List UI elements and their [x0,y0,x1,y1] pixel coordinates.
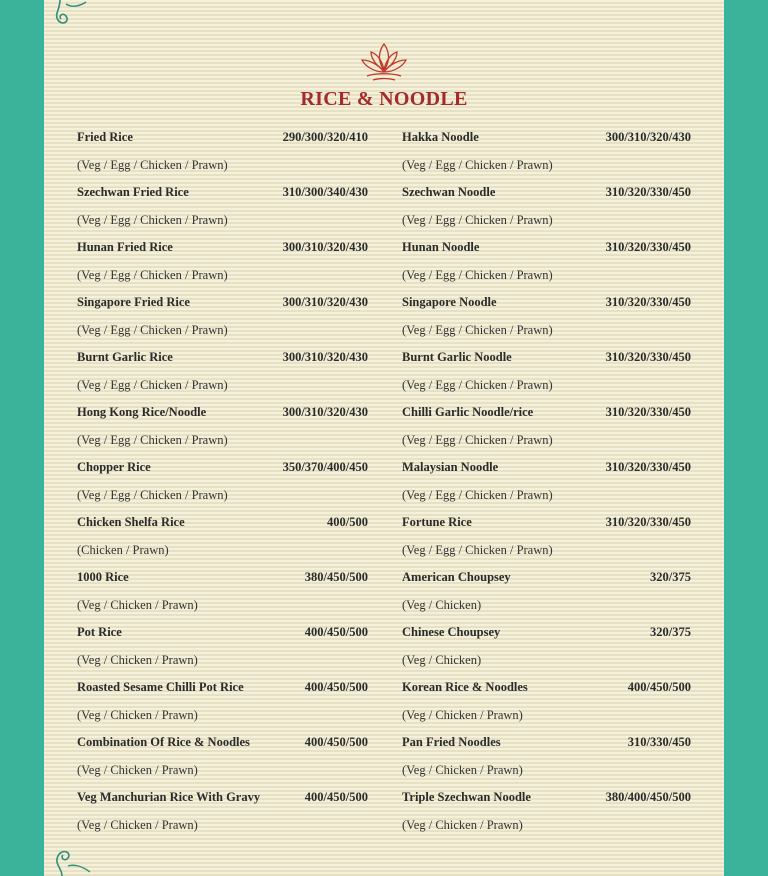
menu-item [77,460,368,515]
menu-item [77,680,368,735]
menu-item-name: Burnt Garlic Noodle [402,350,512,364]
menu-item-price: 310/320/330/450 [605,515,691,529]
menu-item-variants: (Veg / Egg / Chicken / Prawn) [402,433,553,447]
lotus-icon [359,40,409,86]
menu-item-variants: (Veg / Chicken / Prawn) [402,818,523,832]
menu-item-variants: (Veg / Egg / Chicken / Prawn) [77,323,228,337]
menu-item [402,405,691,460]
menu-item-price: 310/320/330/450 [605,460,691,474]
menu-item-variants: (Veg / Chicken / Prawn) [77,598,198,612]
menu-item-variants: (Veg / Egg / Chicken / Prawn) [402,378,553,392]
menu-item-price: 400/450/500 [304,790,368,804]
menu-item-header [402,680,691,696]
menu-item-variants: (Veg / Chicken / Prawn) [77,763,198,777]
menu-item [77,295,368,350]
menu-item-header [402,295,691,311]
menu-item-price: 310/320/330/450 [605,295,691,309]
menu-item [77,240,368,295]
menu-item [402,130,691,185]
menu-item [77,350,368,405]
menu-item-price: 320/375 [650,570,691,584]
menu-item-price: 310/320/330/450 [605,405,691,419]
menu-item-header [402,790,691,806]
menu-item-name: Veg Manchurian Rice With Gravy [77,790,261,804]
menu-item-variants: (Veg / Chicken) [402,598,482,612]
menu-item-variants: (Veg / Chicken / Prawn) [402,708,523,722]
menu-column-left [77,130,368,845]
menu-item-price: 350/370/400/450 [282,460,368,474]
menu-item-price: 400/450/500 [304,735,368,749]
menu-item-price: 400/450/500 [627,680,691,694]
menu-item-variants: (Veg / Chicken / Prawn) [77,818,198,832]
menu-item [402,460,691,515]
menu-item-variants: (Veg / Chicken / Prawn) [77,653,198,667]
menu-item-name: American Choupsey [402,570,511,584]
menu-item-header [77,240,368,256]
menu-item-variants: (Veg / Egg / Chicken / Prawn) [402,323,553,337]
menu-item-name: Fortune Rice [402,515,472,529]
menu-item-name: Chinese Choupsey [402,625,501,639]
menu-item-price: 300/310/320/430 [282,240,368,254]
menu-item-variants: (Veg / Egg / Chicken / Prawn) [77,488,228,502]
menu-item-name: Roasted Sesame Chilli Pot Rice [77,680,244,694]
menu-item-variants: (Veg / Egg / Chicken / Prawn) [77,213,228,227]
menu-item-header [77,460,368,476]
menu-item-header [77,790,368,806]
menu-item-price: 400/450/500 [304,625,368,639]
flourish-ornament-bottom-icon [52,846,92,876]
menu-item [77,625,368,680]
menu-item-header [402,240,691,256]
menu-item-price: 290/300/320/410 [282,130,368,144]
menu-item-header [402,130,691,146]
menu-item [402,295,691,350]
menu-item-name: Pan Fried Noodles [402,735,501,749]
menu-item-name: Burnt Garlic Rice [77,350,173,364]
menu-item-header [77,295,368,311]
menu-item-name: Chilli Garlic Noodle/rice [402,405,534,419]
menu-item [402,735,691,790]
menu-item-price: 310/320/330/450 [605,350,691,364]
menu-item [77,570,368,625]
menu-item [77,130,368,185]
menu-item-name: Combination Of Rice & Noodles [77,735,250,749]
menu-item-price: 300/310/320/430 [605,130,691,144]
menu-item [402,185,691,240]
menu-item [402,680,691,735]
menu-item-variants: (Veg / Egg / Chicken / Prawn) [402,488,553,502]
menu-item-price: 310/320/330/450 [605,185,691,199]
menu-item-variants: (Veg / Egg / Chicken / Prawn) [402,268,553,282]
menu-item-header [77,405,368,421]
menu-item-name: Singapore Fried Rice [77,295,190,309]
menu-item-variants: (Veg / Chicken / Prawn) [402,763,523,777]
menu-item-price: 400/450/500 [304,680,368,694]
menu-item-header [402,515,691,531]
menu-item-price: 400/500 [327,515,368,529]
menu-item-name: Singapore Noodle [402,295,497,309]
menu-item-name: 1000 Rice [77,570,129,584]
menu-item-price: 380/450/500 [304,570,368,584]
menu-item-name: Hunan Noodle [402,240,480,254]
menu-item [402,570,691,625]
menu-item-variants: (Veg / Chicken) [402,653,482,667]
menu-item-price: 310/330/450 [627,735,691,749]
menu-item-variants: (Veg / Egg / Chicken / Prawn) [77,433,228,447]
menu-item-variants: (Veg / Egg / Chicken / Prawn) [402,158,553,172]
menu-item-header [77,350,368,366]
flourish-ornament-top-icon [52,0,92,28]
menu-item-header [77,570,368,586]
menu-item-header [402,570,691,586]
menu-item [77,405,368,460]
menu-item-header [77,680,368,696]
menu-item-price: 320/375 [650,625,691,639]
menu-item-header [402,405,691,421]
menu-item-variants: (Chicken / Prawn) [77,543,169,557]
menu-item-variants: (Veg / Egg / Chicken / Prawn) [77,378,228,392]
menu-item-price: 300/310/320/430 [282,295,368,309]
menu-item-name: Fried Rice [77,130,133,144]
menu-item-header [77,515,368,531]
menu-item [402,350,691,405]
menu-item-variants: (Veg / Egg / Chicken / Prawn) [77,158,228,172]
menu-item-name: Korean Rice & Noodles [402,680,528,694]
menu-item [77,735,368,790]
menu-item-name: Malaysian Noodle [402,460,499,474]
menu-item-header [402,735,691,751]
menu-item-name: Hunan Fried Rice [77,240,173,254]
menu-item-header [402,625,691,641]
menu-item-price: 310/320/330/450 [605,240,691,254]
menu-item-header [77,130,368,146]
menu-item [402,240,691,295]
menu-item-header [402,460,691,476]
menu-item [77,790,368,845]
menu-item-name: Hong Kong Rice/Noodle [77,405,207,419]
menu-item-name: Triple Szechwan Noodle [402,790,531,804]
menu-item [77,515,368,570]
menu-item-name: Pot Rice [77,625,122,639]
menu-item-header [77,625,368,641]
menu-column-right [402,130,691,845]
menu-item-header [402,185,691,201]
menu-item-header [402,350,691,366]
menu-item-price: 300/310/320/430 [282,350,368,364]
menu-item [402,790,691,845]
menu-item-variants: (Veg / Chicken / Prawn) [77,708,198,722]
menu-item [402,625,691,680]
menu-item-header [77,735,368,751]
menu-item-name: Hakka Noodle [402,130,479,144]
menu-item-price: 300/310/320/430 [282,405,368,419]
menu-item-price: 310/300/340/430 [282,185,368,199]
menu-item-variants: (Veg / Egg / Chicken / Prawn) [402,213,553,227]
menu-item [77,185,368,240]
menu-item [402,515,691,570]
menu-item-price: 380/400/450/500 [605,790,691,804]
menu-item-variants: (Veg / Egg / Chicken / Prawn) [77,268,228,282]
menu-item-name: Szechwan Noodle [402,185,496,199]
menu-item-name: Szechwan Fried Rice [77,185,189,199]
menu-item-variants: (Veg / Egg / Chicken / Prawn) [402,543,553,557]
menu-item-header [77,185,368,201]
menu-item-name: Chicken Shelfa Rice [77,515,185,529]
menu-item-name: Chopper Rice [77,460,151,474]
page-title: RICE & NOODLE [300,88,468,110]
